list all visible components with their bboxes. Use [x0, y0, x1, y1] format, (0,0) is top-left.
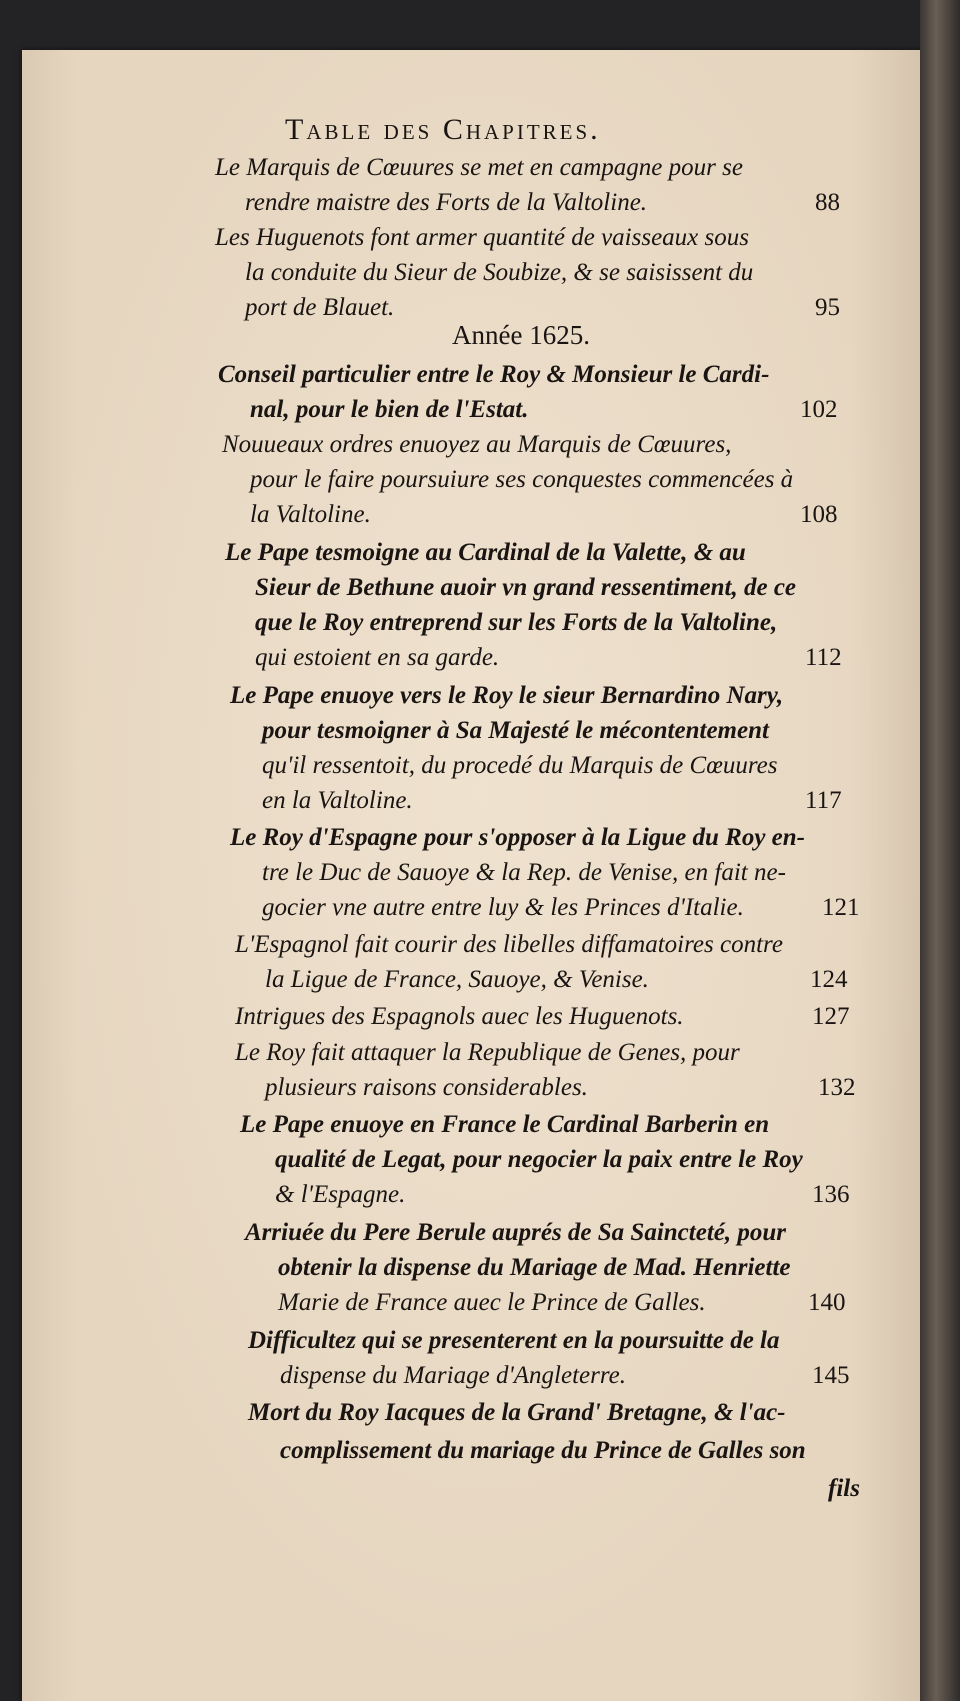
entry-page-number: 145: [812, 1362, 850, 1389]
entry-line: Le Pape enuoye en France le Cardinal Barberin en: [240, 1111, 770, 1138]
entry-line: L'Espagnol fait courir des libelles diffamatoires contre: [235, 931, 783, 958]
entry-line: obtenir la dispense du Mariage de Mad. Henriette: [278, 1254, 791, 1281]
entry-line: dispense du Mariage d'Angleterre.: [280, 1362, 627, 1389]
entry-line: Le Marquis de Cœuures se met en campagne pour se: [215, 154, 743, 181]
entry-line: port de Blauet.: [245, 294, 395, 321]
entry-line: que le Roy entreprend sur les Forts de la Valtoline,: [255, 609, 778, 636]
entry-page-number: 117: [805, 787, 842, 814]
entry-line: la Ligue de France, Sauoye, & Venise.: [265, 966, 649, 993]
entry-line: qu'il ressentoit, du procedé du Marquis de Cœuures: [262, 752, 778, 779]
entry-line: Le Pape enuoye vers le Roy le sieur Bernardino Nary,: [230, 682, 784, 709]
entry-page-number: 88: [815, 189, 840, 216]
page-title: Table des Chapitres.: [285, 113, 601, 146]
entry-page-number: 127: [812, 1003, 850, 1030]
entry-line: Le Pape tesmoigne au Cardinal de la Valette, & au: [225, 539, 746, 566]
entry-page-number: 132: [818, 1074, 856, 1101]
entry-line: Les Huguenots font armer quantité de vaisseaux sous: [215, 224, 749, 251]
entry-page-number: 136: [812, 1181, 850, 1208]
entry-line: gocier vne autre entre luy & les Princes d'Italie.: [262, 894, 744, 921]
entry-line: nal, pour le bien de l'Estat.: [250, 396, 529, 423]
entry-page-number: 121: [822, 894, 860, 921]
entry-line: rendre maistre des Forts de la Valtoline.: [245, 189, 648, 216]
entry-line: Mort du Roy Iacques de la Grand' Bretagne, & l'ac-: [248, 1399, 786, 1426]
entry-line: pour tesmoigner à Sa Majesté le mécontentement: [262, 717, 769, 744]
entry-page-number: 124: [810, 966, 848, 993]
entry-line: la conduite du Sieur de Soubize, & se saisissent du: [245, 259, 754, 286]
entry-line: Arriuée du Pere Berule auprés de Sa Saincteté, pour: [245, 1219, 786, 1246]
entry-page-number: 108: [800, 501, 838, 528]
entry-line: & l'Espagne.: [275, 1181, 406, 1208]
entry-line: la Valtoline.: [250, 501, 371, 528]
entry-line: tre le Duc de Sauoye & la Rep. de Venise, en fait ne-: [262, 859, 786, 886]
entry-line: pour le faire poursuiure ses conquestes commencées à: [250, 466, 794, 493]
entry-line: Marie de France auec le Prince de Galles.: [278, 1289, 706, 1316]
catchword: fils: [828, 1475, 860, 1502]
entry-page-number: 112: [805, 644, 842, 671]
entry-line: Intrigues des Espagnols auec les Huguenots.: [235, 1003, 684, 1030]
entry-line: Le Roy d'Espagne pour s'opposer à la Ligue du Roy en-: [230, 824, 806, 851]
year-heading: Année 1625.: [452, 320, 590, 350]
entry-line: Le Roy fait attaquer la Republique de Genes, pour: [235, 1039, 740, 1066]
entry-page-number: 95: [815, 294, 840, 321]
entry-line: Sieur de Bethune auoir vn grand ressentiment, de ce: [255, 574, 797, 601]
entry-line: Difficultez qui se presenterent en la poursuitte de la: [248, 1327, 780, 1354]
entry-line: qui estoient en sa garde.: [255, 644, 500, 671]
entry-page-number: 140: [808, 1289, 846, 1316]
entry-line: en la Valtoline.: [262, 787, 413, 814]
entry-line: Nouueaux ordres enuoyez au Marquis de Cœuures,: [222, 431, 732, 458]
entry-line: qualité de Legat, pour negocier la paix entre le Roy: [275, 1146, 803, 1173]
entry-line: Conseil particulier entre le Roy & Monsieur le Cardi-: [218, 361, 770, 388]
entry-line: complissement du mariage du Prince de Galles son: [280, 1437, 806, 1464]
entry-line: plusieurs raisons considerables.: [265, 1074, 588, 1101]
entry-page-number: 102: [800, 396, 838, 423]
